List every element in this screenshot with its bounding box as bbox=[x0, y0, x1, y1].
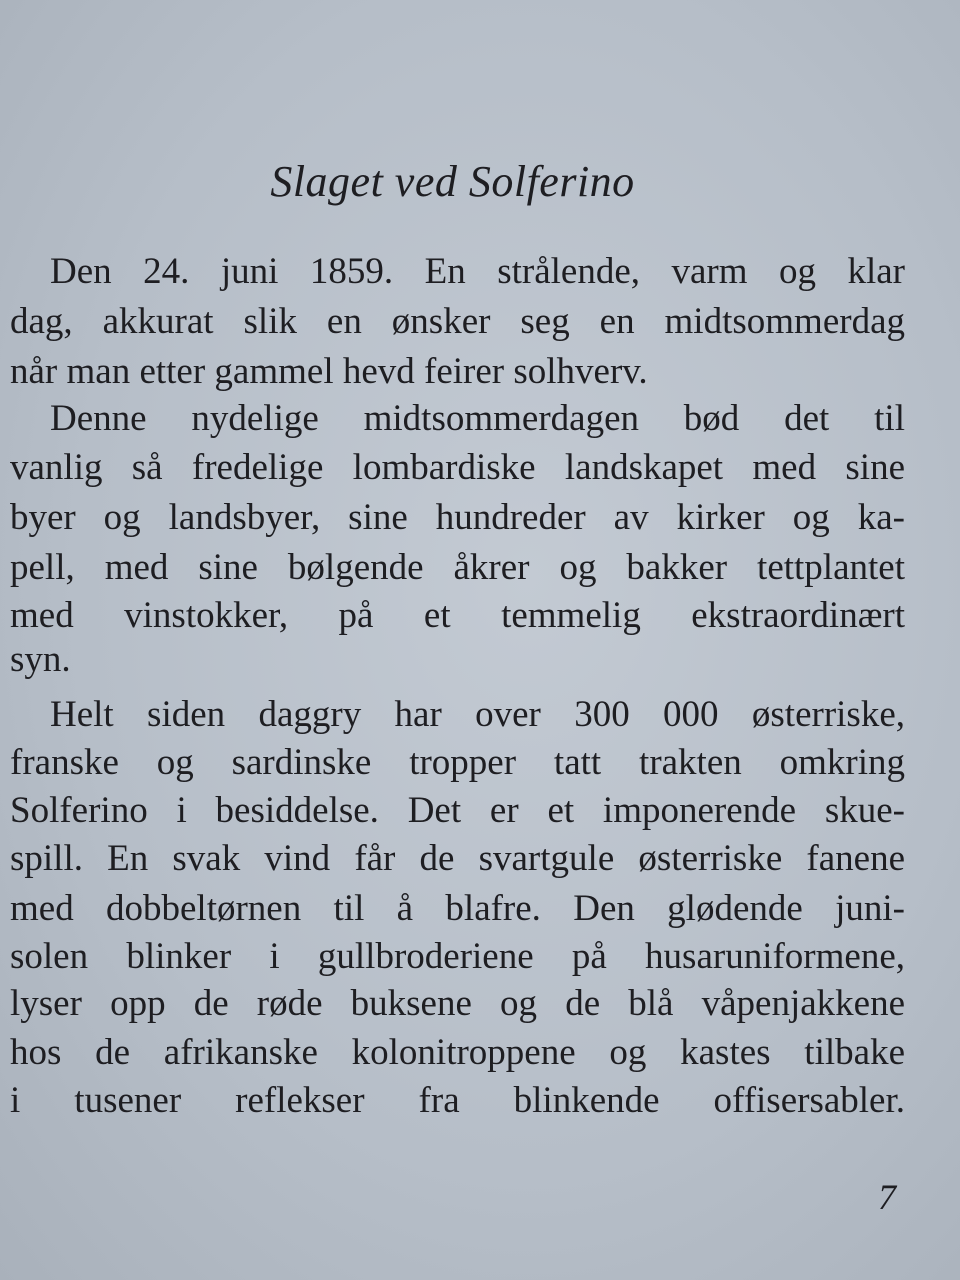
text-line: byer og landsbyer, sine hundreder av kirker og ka- bbox=[10, 497, 905, 538]
text-line: franske og sardinske tropper tatt trakten omkring bbox=[10, 742, 905, 783]
text-line: lyser opp de røde buksene og de blå våpenjakkene bbox=[10, 983, 905, 1024]
text-line: med dobbeltørnen til å blafre. Den glødende juni- bbox=[10, 888, 905, 929]
text-line: hos de afrikanske kolonitroppene og kastes tilbake bbox=[10, 1032, 905, 1073]
page-number: 7 bbox=[878, 1177, 896, 1217]
text-line: Helt siden daggry har over 300 000 østerriske, bbox=[50, 694, 905, 735]
text-line: vanlig så fredelige lombardiske landskapet med sine bbox=[10, 447, 905, 488]
text-line: solen blinker i gullbroderiene på husaruniformene, bbox=[10, 936, 905, 977]
text-line: med vinstokker, på et temmelig ekstraordinært bbox=[10, 595, 905, 636]
text-line: spill. En svak vind får de svartgule østerriske fanene bbox=[10, 838, 905, 879]
text-line: dag, akkurat slik en ønsker seg en midtsommerdag bbox=[10, 301, 905, 342]
text-line: syn. bbox=[10, 639, 71, 680]
chapter-title: Slaget ved Solferino bbox=[270, 157, 635, 206]
text-line: pell, med sine bølgende åkrer og bakker tettplantet bbox=[10, 547, 905, 588]
text-line: i tusener reflekser fra blinkende offisersabler. bbox=[10, 1080, 905, 1121]
text-line: når man etter gammel hevd feirer solhverv. bbox=[10, 351, 648, 392]
text-line: Solferino i besiddelse. Det er et imponerende skue- bbox=[10, 790, 905, 831]
text-line: Den 24. juni 1859. En strålende, varm og klar bbox=[50, 251, 905, 292]
text-line: Denne nydelige midtsommerdagen bød det til bbox=[50, 398, 905, 439]
